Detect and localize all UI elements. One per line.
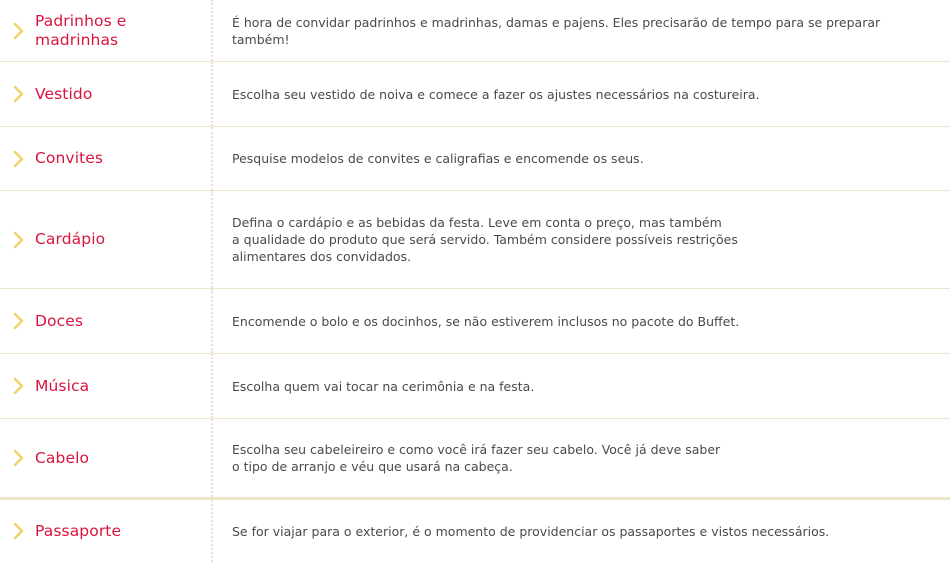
item-description-column bbox=[232, 127, 940, 190]
item-description: Defina o cardápio e as bebidas da festa. Leve em conta o preço, mas também a qualidade do produto que será servido. Também considere possíveis restrições alimentares dos convidados. bbox=[232, 215, 738, 264]
item-title: Padrinhos e madrinhas bbox=[35, 11, 127, 49]
chevron-right-icon bbox=[12, 230, 26, 250]
item-description: Pesquise modelos de convites e caligrafias e encomende os seus. bbox=[232, 151, 644, 166]
item-description: Escolha seu cabeleireiro e como você irá fazer seu cabelo. Você já deve saber o tipo de arranjo e véu que usará na cabeça. bbox=[232, 442, 721, 474]
chevron-right-icon bbox=[12, 21, 26, 41]
item-description-column bbox=[232, 62, 940, 126]
item-description: Escolha quem vai tocar na cerimônia e na festa. bbox=[232, 378, 535, 394]
item-description: É hora de convidar padrinhos e madrinhas, damas e pajens. Eles precisarão de tempo para se preparar também! bbox=[232, 14, 881, 47]
item-description-column bbox=[232, 500, 940, 562]
chevron-right-icon bbox=[12, 448, 26, 468]
item-title: Cardápio bbox=[35, 230, 106, 248]
item-label-column bbox=[0, 127, 211, 190]
item-description-column bbox=[232, 0, 940, 61]
item-description-column bbox=[232, 191, 940, 288]
item-label-column bbox=[0, 419, 211, 497]
chevron-right-icon bbox=[12, 521, 26, 541]
item-description: Se for viajar para o exterior, é o momento de providenciar os passaportes e vistos necessários. bbox=[232, 523, 830, 539]
list-item[interactable] bbox=[0, 191, 950, 289]
chevron-right-icon bbox=[12, 376, 26, 396]
item-label-column bbox=[0, 354, 211, 418]
item-title: Vestido bbox=[35, 84, 93, 103]
item-label-column bbox=[0, 62, 211, 126]
item-description: Encomende o bolo e os docinhos, se não estiverem inclusos no pacote do Buffet. bbox=[232, 313, 740, 329]
item-description-column bbox=[232, 289, 940, 353]
list-item[interactable] bbox=[0, 354, 950, 419]
item-label-column bbox=[0, 191, 211, 288]
list-item[interactable] bbox=[0, 62, 950, 127]
item-description: Escolha seu vestido de noiva e comece a fazer os ajustes necessários na costureira. bbox=[232, 86, 760, 102]
list-item[interactable] bbox=[0, 419, 950, 498]
list-item[interactable] bbox=[0, 0, 950, 62]
item-label-column bbox=[0, 0, 211, 61]
item-title: Convites bbox=[35, 149, 104, 167]
item-title: Cabelo bbox=[35, 448, 90, 467]
list-item[interactable] bbox=[0, 498, 950, 562]
chevron-right-icon bbox=[12, 84, 26, 104]
item-title: Música bbox=[35, 376, 90, 395]
item-title: Doces bbox=[35, 311, 84, 330]
list-item[interactable] bbox=[0, 289, 950, 354]
item-label-column bbox=[0, 500, 211, 562]
chevron-right-icon bbox=[12, 149, 26, 169]
item-label-column bbox=[0, 289, 211, 353]
item-title: Passaporte bbox=[35, 521, 122, 540]
list-item[interactable] bbox=[0, 127, 950, 191]
item-description-column bbox=[232, 354, 940, 418]
chevron-right-icon bbox=[12, 311, 26, 331]
item-description-column bbox=[232, 419, 940, 497]
